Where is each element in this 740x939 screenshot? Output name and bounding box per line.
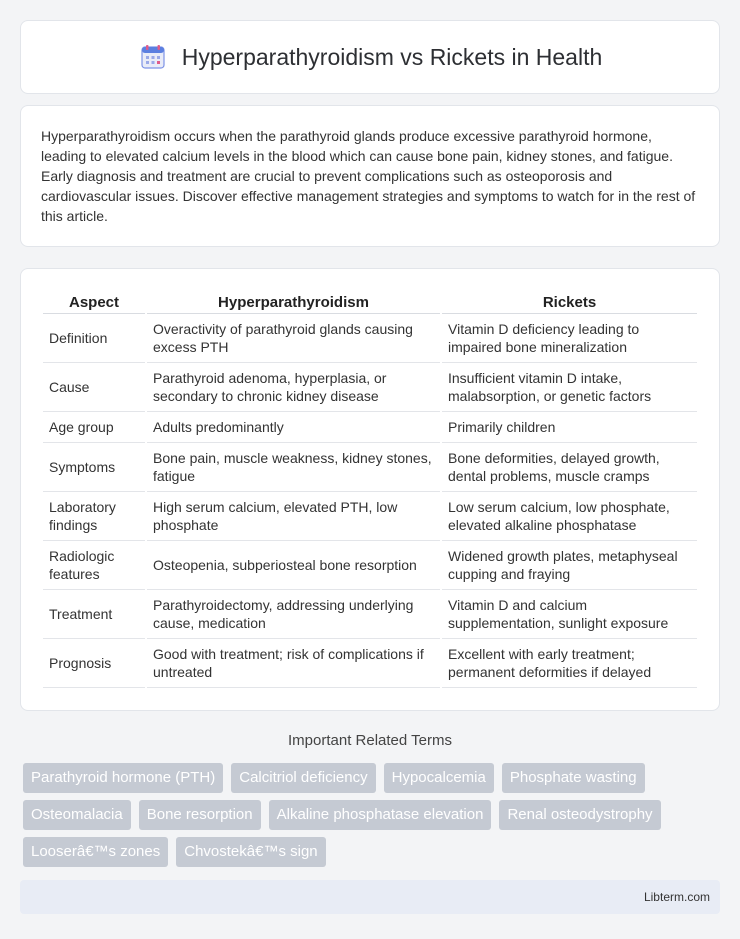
page-title: Hyperparathyroidism vs Rickets in Health (181, 43, 603, 70)
cell-rickets: Vitamin D deficiency leading to impaired bone mineralization (442, 314, 697, 363)
calendar-icon (138, 42, 168, 72)
related-term-tag[interactable]: Hypocalcemia (384, 763, 494, 793)
cell-aspect: Laboratory findings (43, 492, 145, 541)
cell-rickets: Primarily children (442, 412, 697, 443)
header-rickets: Rickets (442, 289, 697, 314)
related-term-tag[interactable]: Alkaline phosphatase elevation (269, 800, 492, 830)
related-term-tag[interactable]: Osteomalacia (23, 800, 131, 830)
related-term-tag[interactable]: Looserâ€™s zones (23, 837, 168, 867)
cell-aspect: Radiologic features (43, 541, 145, 590)
cell-aspect: Cause (43, 363, 145, 412)
header-aspect: Aspect (43, 289, 145, 314)
footer (20, 880, 720, 914)
cell-aspect: Symptoms (43, 443, 145, 492)
table-row (43, 590, 697, 639)
cell-hyperparathyroidism: Good with treatment; risk of complications if untreated (147, 639, 440, 688)
footer-brand[interactable]: Libterm.com (643, 890, 710, 904)
related-term-tag[interactable]: Phosphate wasting (502, 763, 645, 793)
cell-hyperparathyroidism: Bone pain, muscle weakness, kidney stones, fatigue (147, 443, 440, 492)
table-row (43, 363, 697, 412)
related-term-tag[interactable]: Parathyroid hormone (PTH) (23, 763, 223, 793)
related-term-tag[interactable]: Calcitriol deficiency (231, 763, 375, 793)
table-row (43, 443, 697, 492)
table-row (43, 492, 697, 541)
cell-aspect: Definition (43, 314, 145, 363)
header-hyperparathyroidism: Hyperparathyroidism (147, 289, 440, 314)
cell-hyperparathyroidism: Adults predominantly (147, 412, 440, 443)
table-row (43, 639, 697, 688)
related-term-tag[interactable]: Renal osteodystrophy (499, 800, 660, 830)
cell-hyperparathyroidism: Parathyroid adenoma, hyperplasia, or secondary to chronic kidney disease (147, 363, 440, 412)
cell-aspect: Prognosis (43, 639, 145, 688)
cell-hyperparathyroidism: Osteopenia, subperiosteal bone resorption (147, 541, 440, 590)
cell-aspect: Treatment (43, 590, 145, 639)
cell-hyperparathyroidism: Overactivity of parathyroid glands causing excess PTH (147, 314, 440, 363)
cell-hyperparathyroidism: Parathyroidectomy, addressing underlying cause, medication (147, 590, 440, 639)
related-term-tag[interactable]: Bone resorption (139, 800, 261, 830)
cell-aspect: Age group (43, 412, 145, 443)
table-row (43, 314, 697, 363)
cell-rickets: Low serum calcium, low phosphate, elevated alkaline phosphatase (442, 492, 697, 541)
table-header-row (43, 289, 697, 314)
related-terms-list (20, 763, 720, 867)
page-header (20, 20, 720, 94)
cell-rickets: Bone deformities, delayed growth, dental problems, muscle cramps (442, 443, 697, 492)
related-terms-title: Important Related Terms (288, 732, 452, 749)
intro-paragraph: Hyperparathyroidism occurs when the parathyroid glands produce excessive parathyroid hormone, leading to elevated calcium levels in the blood which can cause bone pain, kidney stones, and fatigue. Early diagnosis and treatment are crucial to prevent complications such as osteoporosis and cardiovascular issues. Discover effective management strategies and symptoms to watch for in the rest of this article. (20, 105, 720, 247)
related-term-tag[interactable]: Chvostekâ€™s sign (176, 837, 325, 867)
cell-hyperparathyroidism: High serum calcium, elevated PTH, low phosphate (147, 492, 440, 541)
table-row (43, 541, 697, 590)
cell-rickets: Excellent with early treatment; permanent deformities if delayed (442, 639, 697, 688)
cell-rickets: Insufficient vitamin D intake, malabsorption, or genetic factors (442, 363, 697, 412)
comparison-table (41, 289, 699, 688)
comparison-table-card (20, 268, 720, 711)
cell-rickets: Vitamin D and calcium supplementation, sunlight exposure (442, 590, 697, 639)
table-row (43, 412, 697, 443)
cell-rickets: Widened growth plates, metaphyseal cupping and fraying (442, 541, 697, 590)
